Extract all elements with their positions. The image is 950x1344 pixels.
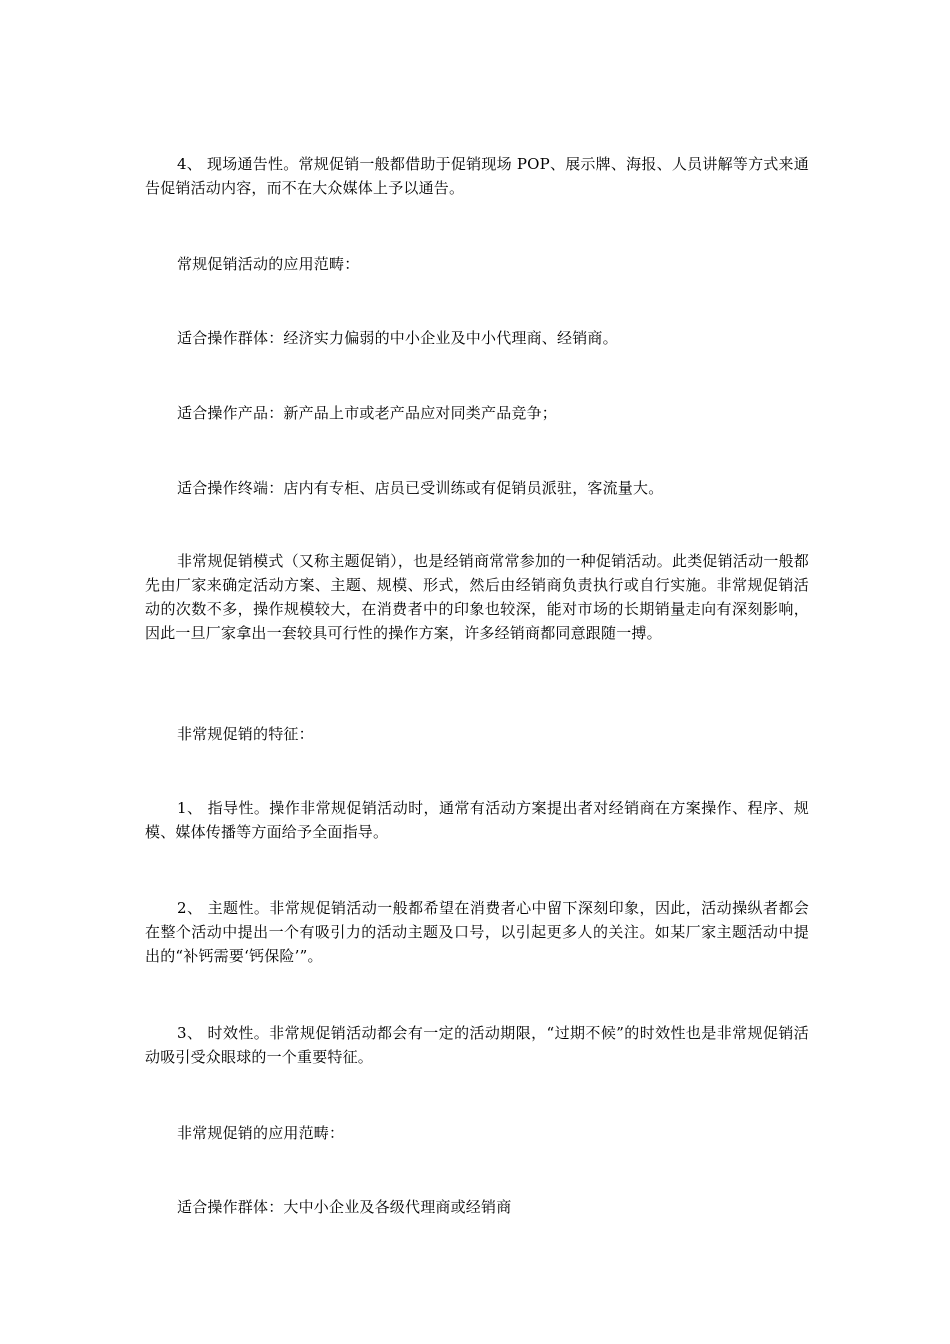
- paragraph-suitable-terminal: 适合操作终端：店内有专柜、店员已受训练或有促销员派驻，客流量大。: [177, 479, 664, 497]
- paragraph-special-promo-mode: 非常规促销模式（又称主题促销），也是经销商常常参加的一种促销活动。此类促销活动一般都先由厂家来确定活动方案、主题、规模、形式，然后由经销商负责执行或自行实施。非常规促销活动的次数不多，操作规模较大，在消费者中的印象也较深，能对市场的长期销量走向有深刻影响，因此一旦厂家拿出一套较具可行性的操作方案，许多经销商都同意跟随一搏。: [145, 552, 809, 642]
- paragraph-suitable-group-special: 适合操作群体：大中小企业及各级代理商或经销商: [177, 1198, 512, 1216]
- paragraph-item-2-theme: 2、 主题性。非常规促销活动一般都希望在消费者心中留下深刻印象，因此，活动操纵者都会在整个活动中提出一个有吸引力的活动主题及口号，以引起更多人的关注。如某厂家主题活动中提出的“补钙需要‘钙保险’”。: [145, 899, 809, 965]
- paragraph-special-promo-scope-heading: 非常规促销的应用范畴：: [177, 1124, 345, 1142]
- paragraph-regular-promo-scope-heading: 常规促销活动的应用范畴：: [177, 255, 360, 273]
- paragraph-item-3-timeliness: 3、 时效性。非常规促销活动都会有一定的活动期限，“过期不候”的时效性也是非常规促销活动吸引受众眼球的一个重要特征。: [145, 1024, 809, 1066]
- paragraph-special-promo-features-heading: 非常规促销的特征：: [177, 725, 314, 743]
- paragraph-suitable-product: 适合操作产品：新产品上市或老产品应对同类产品竞争；: [177, 404, 558, 422]
- paragraph-suitable-group: 适合操作群体：经济实力偏弱的中小企业及中小代理商、经销商。: [177, 329, 618, 347]
- paragraph-item-1-guidance: 1、 指导性。操作非常规促销活动时，通常有活动方案提出者对经销商在方案操作、程序、规模、媒体传播等方面给予全面指导。: [145, 799, 809, 841]
- paragraph-item-4-on-site-notice: 4、 现场通告性。常规促销一般都借助于促销现场 POP、展示牌、海报、人员讲解等方式来通告促销活动内容，而不在大众媒体上予以通告。: [145, 155, 809, 197]
